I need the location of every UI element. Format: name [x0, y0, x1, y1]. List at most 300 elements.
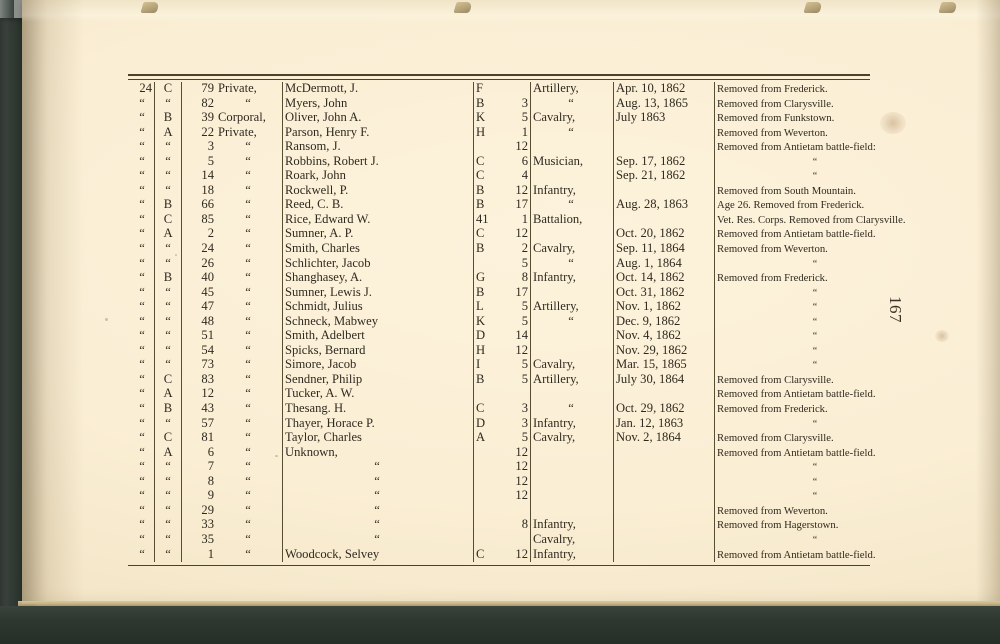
cell-rank: “	[245, 271, 251, 285]
cell-company2: B	[474, 286, 501, 301]
table-row	[128, 402, 917, 417]
table-row	[128, 533, 917, 548]
cell-arm	[531, 286, 614, 301]
cell-name: Smith, Adelbert	[283, 329, 474, 344]
cell-company2: D	[474, 417, 501, 432]
table-row	[128, 489, 917, 504]
cell-company2: C	[474, 169, 501, 184]
cell-date	[614, 489, 715, 504]
cell-grave: 9	[182, 489, 217, 504]
cell-date: Sep. 17, 1862	[614, 155, 715, 170]
cell-remarks: Removed from Weverton.	[715, 126, 918, 141]
cell-rank: “	[245, 300, 251, 314]
cell-remarks: “	[715, 169, 918, 184]
cell-name: Rice, Edward W.	[283, 213, 474, 228]
cell-grave: 48	[182, 315, 217, 330]
cell-grave: 45	[182, 286, 217, 301]
cell-arm	[531, 227, 614, 242]
cell-regiment2: 4	[521, 169, 528, 183]
cell-name: Ransom, J.	[283, 140, 474, 155]
cell-regiment: “	[139, 140, 145, 154]
cell-company: “	[155, 242, 182, 257]
cell-rank: “	[245, 227, 251, 241]
cell-name: Sumner, Lewis J.	[283, 286, 474, 301]
cell-company2: B	[474, 184, 501, 199]
cell-regiment: “	[139, 474, 145, 488]
cell-name: “	[283, 504, 474, 519]
cell-name: Roark, John	[283, 169, 474, 184]
cell-grave: 29	[182, 504, 217, 519]
cell-rank: “	[245, 532, 251, 546]
cell-rank: “	[245, 416, 251, 430]
cell-regiment2: 12	[515, 489, 528, 503]
cell-name: “	[283, 489, 474, 504]
table-row	[128, 140, 917, 155]
table-row	[128, 358, 917, 373]
cell-arm: Cavalry,	[531, 533, 614, 548]
cell-grave: 81	[182, 431, 217, 446]
cell-remarks: “	[715, 344, 918, 359]
cell-company: A	[155, 227, 182, 242]
cell-rank: “	[245, 547, 251, 561]
cell-grave: 43	[182, 402, 217, 417]
cell-regiment: “	[139, 518, 145, 532]
cell-rank: “	[245, 242, 251, 256]
table-row	[128, 227, 917, 242]
cell-regiment: “	[139, 460, 145, 474]
cell-date	[614, 446, 715, 461]
cell-grave: 14	[182, 169, 217, 184]
cell-company: “	[155, 475, 182, 490]
cell-company: C	[155, 82, 182, 97]
cell-regiment: “	[139, 183, 145, 197]
cell-regiment: “	[139, 271, 145, 285]
cell-name: Reed, C. B.	[283, 198, 474, 213]
cell-company2: C	[474, 402, 501, 417]
book-cover-bottom-board	[0, 606, 1000, 644]
cell-company2: 41	[474, 213, 501, 228]
cell-regiment: “	[139, 285, 145, 299]
cell-company: C	[155, 213, 182, 228]
cell-company: B	[155, 402, 182, 417]
cell-company2: C	[474, 548, 501, 563]
cell-date: Aug. 28, 1863	[614, 198, 715, 213]
cell-regiment: “	[139, 358, 145, 372]
cell-arm: Battalion,	[531, 213, 614, 228]
cell-rank: “	[245, 489, 251, 503]
cell-rank: “	[245, 212, 251, 226]
cell-date: Oct. 20, 1862	[614, 227, 715, 242]
cell-company: “	[155, 489, 182, 504]
cell-company2	[474, 387, 501, 402]
cell-remarks: Removed from Antietam battle-field:	[715, 140, 918, 155]
cell-company: “	[155, 300, 182, 315]
cell-regiment2: 8	[521, 518, 528, 532]
cell-regiment: “	[139, 256, 145, 270]
cell-name: Parson, Henry F.	[283, 126, 474, 141]
cell-grave: 18	[182, 184, 217, 199]
cell-arm	[531, 169, 614, 184]
cell-company: C	[155, 431, 182, 446]
cell-name: Rockwell, P.	[283, 184, 474, 199]
cell-date	[614, 460, 715, 475]
cell-remarks: “	[715, 300, 918, 315]
cell-grave: 35	[182, 533, 217, 548]
cell-remarks: Removed from Antietam battle-field.	[715, 446, 918, 461]
cell-remarks: Removed from Weverton.	[715, 504, 918, 519]
table-row	[128, 271, 917, 286]
scan-speck	[105, 318, 108, 321]
cell-remarks: Removed from South Mountain.	[715, 184, 918, 199]
cell-company2: I	[474, 358, 501, 373]
cell-regiment2: 5	[521, 358, 528, 372]
cell-company2: C	[474, 227, 501, 242]
cell-date: Jan. 12, 1863	[614, 417, 715, 432]
cell-arm	[531, 446, 614, 461]
cell-remarks: “	[715, 358, 918, 373]
cell-company: “	[155, 329, 182, 344]
cell-arm: Cavalry,	[531, 111, 614, 126]
cell-grave: 54	[182, 344, 217, 359]
cell-name: Smith, Charles	[283, 242, 474, 257]
cell-rank: “	[245, 256, 251, 270]
cell-regiment2: 5	[521, 314, 528, 328]
cell-grave: 79	[182, 82, 217, 97]
cell-date: Sep. 21, 1862	[614, 169, 715, 184]
table-row	[128, 446, 917, 461]
cell-remarks: Vet. Res. Corps. Removed from Clarysville.	[715, 213, 918, 228]
cell-company2: L	[474, 300, 501, 315]
cell-company2	[474, 475, 501, 490]
cell-regiment2: 12	[515, 227, 528, 241]
cell-arm: Infantry,	[531, 417, 614, 432]
cell-remarks: Removed from Antietam battle-field.	[715, 387, 918, 402]
cell-company2	[474, 533, 501, 548]
cell-rank: “	[245, 431, 251, 445]
cell-regiment: “	[139, 503, 145, 517]
cell-company2: D	[474, 329, 501, 344]
cell-rank: “	[245, 343, 251, 357]
cell-date: July 30, 1864	[614, 373, 715, 388]
cell-regiment: “	[139, 125, 145, 139]
cell-company2: B	[474, 242, 501, 257]
burial-register-table	[128, 82, 917, 562]
table-row	[128, 155, 917, 170]
table-row	[128, 373, 917, 388]
cell-arm	[531, 344, 614, 359]
cell-company: “	[155, 344, 182, 359]
cell-regiment2: 12	[515, 343, 528, 357]
cell-name: Spicks, Bernard	[283, 344, 474, 359]
cell-company2: A	[474, 431, 501, 446]
cell-date: Oct. 29, 1862	[614, 402, 715, 417]
cell-name: Sumner, A. P.	[283, 227, 474, 242]
cell-arm: Artillery,	[531, 300, 614, 315]
cell-regiment: “	[139, 445, 145, 459]
cell-regiment2: 14	[515, 329, 528, 343]
cell-regiment2: 1	[521, 212, 528, 226]
cell-remarks: Removed from Clarysville.	[715, 373, 918, 388]
cell-remarks: Removed from Clarysville.	[715, 97, 918, 112]
cell-company2: C	[474, 155, 501, 170]
cell-regiment: “	[139, 96, 145, 110]
cell-grave: 12	[182, 387, 217, 402]
cell-grave: 51	[182, 329, 217, 344]
cell-rank: “	[245, 460, 251, 474]
cell-name: McDermott, J.	[283, 82, 474, 97]
cell-name: Unknown,	[283, 446, 474, 461]
cell-grave: 8	[182, 475, 217, 490]
cell-date: Oct. 31, 1862	[614, 286, 715, 301]
cell-company: A	[155, 387, 182, 402]
cell-arm	[531, 387, 614, 402]
cell-arm: Infantry,	[531, 548, 614, 563]
table-bottom-rule	[128, 565, 870, 566]
cell-regiment: “	[139, 416, 145, 430]
cell-rank: “	[245, 169, 251, 183]
cell-date: Nov. 1, 1862	[614, 300, 715, 315]
cell-arm: Artillery,	[531, 82, 614, 97]
cell-arm: Infantry,	[531, 184, 614, 199]
cell-arm	[531, 504, 614, 519]
cell-company: “	[155, 315, 182, 330]
cell-rank: “	[245, 474, 251, 488]
cell-rank: “	[245, 183, 251, 197]
cell-regiment: “	[139, 242, 145, 256]
cell-date: Nov. 4, 1862	[614, 329, 715, 344]
cell-arm: Infantry,	[531, 518, 614, 533]
cell-arm: Cavalry,	[531, 242, 614, 257]
table-row	[128, 242, 917, 257]
cell-regiment2: 3	[521, 96, 528, 110]
cell-company: “	[155, 358, 182, 373]
cell-company: “	[155, 548, 182, 563]
cell-regiment: 24	[139, 82, 152, 95]
table-row	[128, 82, 917, 97]
cell-company: “	[155, 518, 182, 533]
cell-date	[614, 504, 715, 519]
cell-date: Dec. 9, 1862	[614, 315, 715, 330]
cell-regiment2: 12	[515, 445, 528, 459]
cell-date: Aug. 13, 1865	[614, 97, 715, 112]
cell-remarks: “	[715, 417, 918, 432]
cell-regiment: “	[139, 111, 145, 125]
cell-grave: 6	[182, 446, 217, 461]
table-top-rule	[128, 74, 870, 80]
cell-date: July 1863	[614, 111, 715, 126]
table-row	[128, 169, 917, 184]
cell-company2	[474, 518, 501, 533]
cell-name: “	[283, 533, 474, 548]
cell-remarks: “	[715, 315, 918, 330]
table-row	[128, 286, 917, 301]
cell-name: Schmidt, Julius	[283, 300, 474, 315]
cell-date	[614, 475, 715, 490]
cell-company: “	[155, 140, 182, 155]
cell-regiment2: 5	[521, 300, 528, 314]
table-row	[128, 518, 917, 533]
cell-company: “	[155, 533, 182, 548]
burial-register-body	[128, 82, 917, 562]
cell-company: B	[155, 198, 182, 213]
cell-company2	[474, 504, 501, 519]
cell-grave: 57	[182, 417, 217, 432]
cell-company2: H	[474, 126, 501, 141]
cell-regiment: “	[139, 372, 145, 386]
cell-arm: Artillery,	[531, 373, 614, 388]
cell-date	[614, 533, 715, 548]
cell-regiment: “	[139, 300, 145, 314]
cell-company2: B	[474, 373, 501, 388]
cell-name: “	[283, 475, 474, 490]
cell-date	[614, 184, 715, 199]
cell-company2: K	[474, 315, 501, 330]
cell-grave: 73	[182, 358, 217, 373]
cell-arm: “	[531, 97, 614, 112]
cell-name: Schlichter, Jacob	[283, 257, 474, 272]
cell-arm: “	[531, 126, 614, 141]
cell-rank: “	[245, 154, 251, 168]
table-row	[128, 460, 917, 475]
cell-company: “	[155, 460, 182, 475]
cell-company2: H	[474, 344, 501, 359]
cell-remarks: “	[715, 155, 918, 170]
cell-grave: 1	[182, 548, 217, 563]
cell-company: “	[155, 257, 182, 272]
cell-regiment2: 5	[521, 372, 528, 386]
cell-rank: “	[245, 358, 251, 372]
cell-regiment: “	[139, 489, 145, 503]
cell-regiment2: 8	[521, 271, 528, 285]
table-row	[128, 431, 917, 446]
cell-company2: B	[474, 198, 501, 213]
table-row	[128, 213, 917, 228]
table-row	[128, 475, 917, 490]
cell-remarks: “	[715, 460, 918, 475]
cell-company: A	[155, 446, 182, 461]
cell-grave: 26	[182, 257, 217, 272]
cell-rank: “	[245, 285, 251, 299]
cell-company2: G	[474, 271, 501, 286]
cell-regiment2	[500, 82, 531, 97]
cell-company2	[474, 257, 501, 272]
cell-regiment2: 3	[521, 416, 528, 430]
page-folio-number: 167	[886, 296, 905, 323]
cell-company: A	[155, 126, 182, 141]
cell-remarks: Removed from Frederick.	[715, 271, 918, 286]
cell-name: Tucker, A. W.	[283, 387, 474, 402]
cell-regiment2: 12	[515, 140, 528, 154]
cell-company2	[474, 446, 501, 461]
cell-remarks: Removed from Frederick.	[715, 402, 918, 417]
cell-company: “	[155, 504, 182, 519]
cell-grave: 83	[182, 373, 217, 388]
cell-rank: “	[245, 96, 251, 110]
cell-arm: “	[531, 315, 614, 330]
cell-remarks: Removed from Antietam battle-field.	[715, 227, 918, 242]
cell-regiment: “	[139, 387, 145, 401]
cell-rank: “	[245, 198, 251, 212]
cell-arm	[531, 460, 614, 475]
cell-date	[614, 548, 715, 563]
cell-name: Thayer, Horace P.	[283, 417, 474, 432]
cell-date: Nov. 29, 1862	[614, 344, 715, 359]
cell-regiment: “	[139, 431, 145, 445]
cell-company2	[474, 489, 501, 504]
cell-regiment2: 6	[521, 154, 528, 168]
cell-regiment2	[500, 533, 531, 548]
cell-remarks: Removed from Clarysville.	[715, 431, 918, 446]
cell-regiment2: 5	[521, 431, 528, 445]
cell-company2: B	[474, 97, 501, 112]
cell-regiment2: 1	[521, 125, 528, 139]
cell-regiment2: 17	[515, 285, 528, 299]
cell-remarks: Removed from Hagerstown.	[715, 518, 918, 533]
cell-date: Apr. 10, 1862	[614, 82, 715, 97]
cell-company: B	[155, 111, 182, 126]
cell-regiment: “	[139, 547, 145, 561]
cell-company2: F	[474, 82, 501, 97]
cell-remarks: Removed from Weverton.	[715, 242, 918, 257]
cell-date: Nov. 2, 1864	[614, 431, 715, 446]
cell-company: “	[155, 417, 182, 432]
cell-regiment: “	[139, 154, 145, 168]
cell-company: “	[155, 184, 182, 199]
table-row	[128, 548, 917, 563]
cell-regiment2: 12	[515, 460, 528, 474]
cell-name: Shanghasey, A.	[283, 271, 474, 286]
cell-arm	[531, 140, 614, 155]
cell-grave: 66	[182, 198, 217, 213]
cell-regiment2: 12	[515, 183, 528, 197]
cell-date: Aug. 1, 1864	[614, 257, 715, 272]
cell-company: B	[155, 271, 182, 286]
cell-name: Robbins, Robert J.	[283, 155, 474, 170]
cell-company2: K	[474, 111, 501, 126]
cell-arm: “	[531, 257, 614, 272]
cell-remarks: “	[715, 489, 918, 504]
cell-arm: “	[531, 402, 614, 417]
table-row	[128, 387, 917, 402]
cell-arm	[531, 475, 614, 490]
cell-rank: “	[245, 402, 251, 416]
cell-company: “	[155, 169, 182, 184]
cell-regiment: “	[139, 329, 145, 343]
cell-arm: Cavalry,	[531, 358, 614, 373]
cell-date	[614, 213, 715, 228]
cell-company2	[474, 140, 501, 155]
table-row	[128, 111, 917, 126]
cell-name: Taylor, Charles	[283, 431, 474, 446]
cell-regiment: “	[139, 198, 145, 212]
page-top-edge	[22, 0, 1000, 22]
cell-rank: Private,	[218, 125, 257, 139]
cell-company: “	[155, 97, 182, 112]
table-row	[128, 504, 917, 519]
cell-remarks: “	[715, 533, 918, 548]
cell-regiment: “	[139, 532, 145, 546]
cell-remarks: “	[715, 329, 918, 344]
table-row	[128, 257, 917, 272]
cell-remarks: “	[715, 286, 918, 301]
cell-rank: “	[245, 387, 251, 401]
cell-rank: “	[245, 140, 251, 154]
cell-remarks: Removed from Funkstown.	[715, 111, 918, 126]
cell-regiment: “	[139, 212, 145, 226]
cell-date: Mar. 15, 1865	[614, 358, 715, 373]
table-row	[128, 198, 917, 213]
cell-rank: “	[245, 372, 251, 386]
